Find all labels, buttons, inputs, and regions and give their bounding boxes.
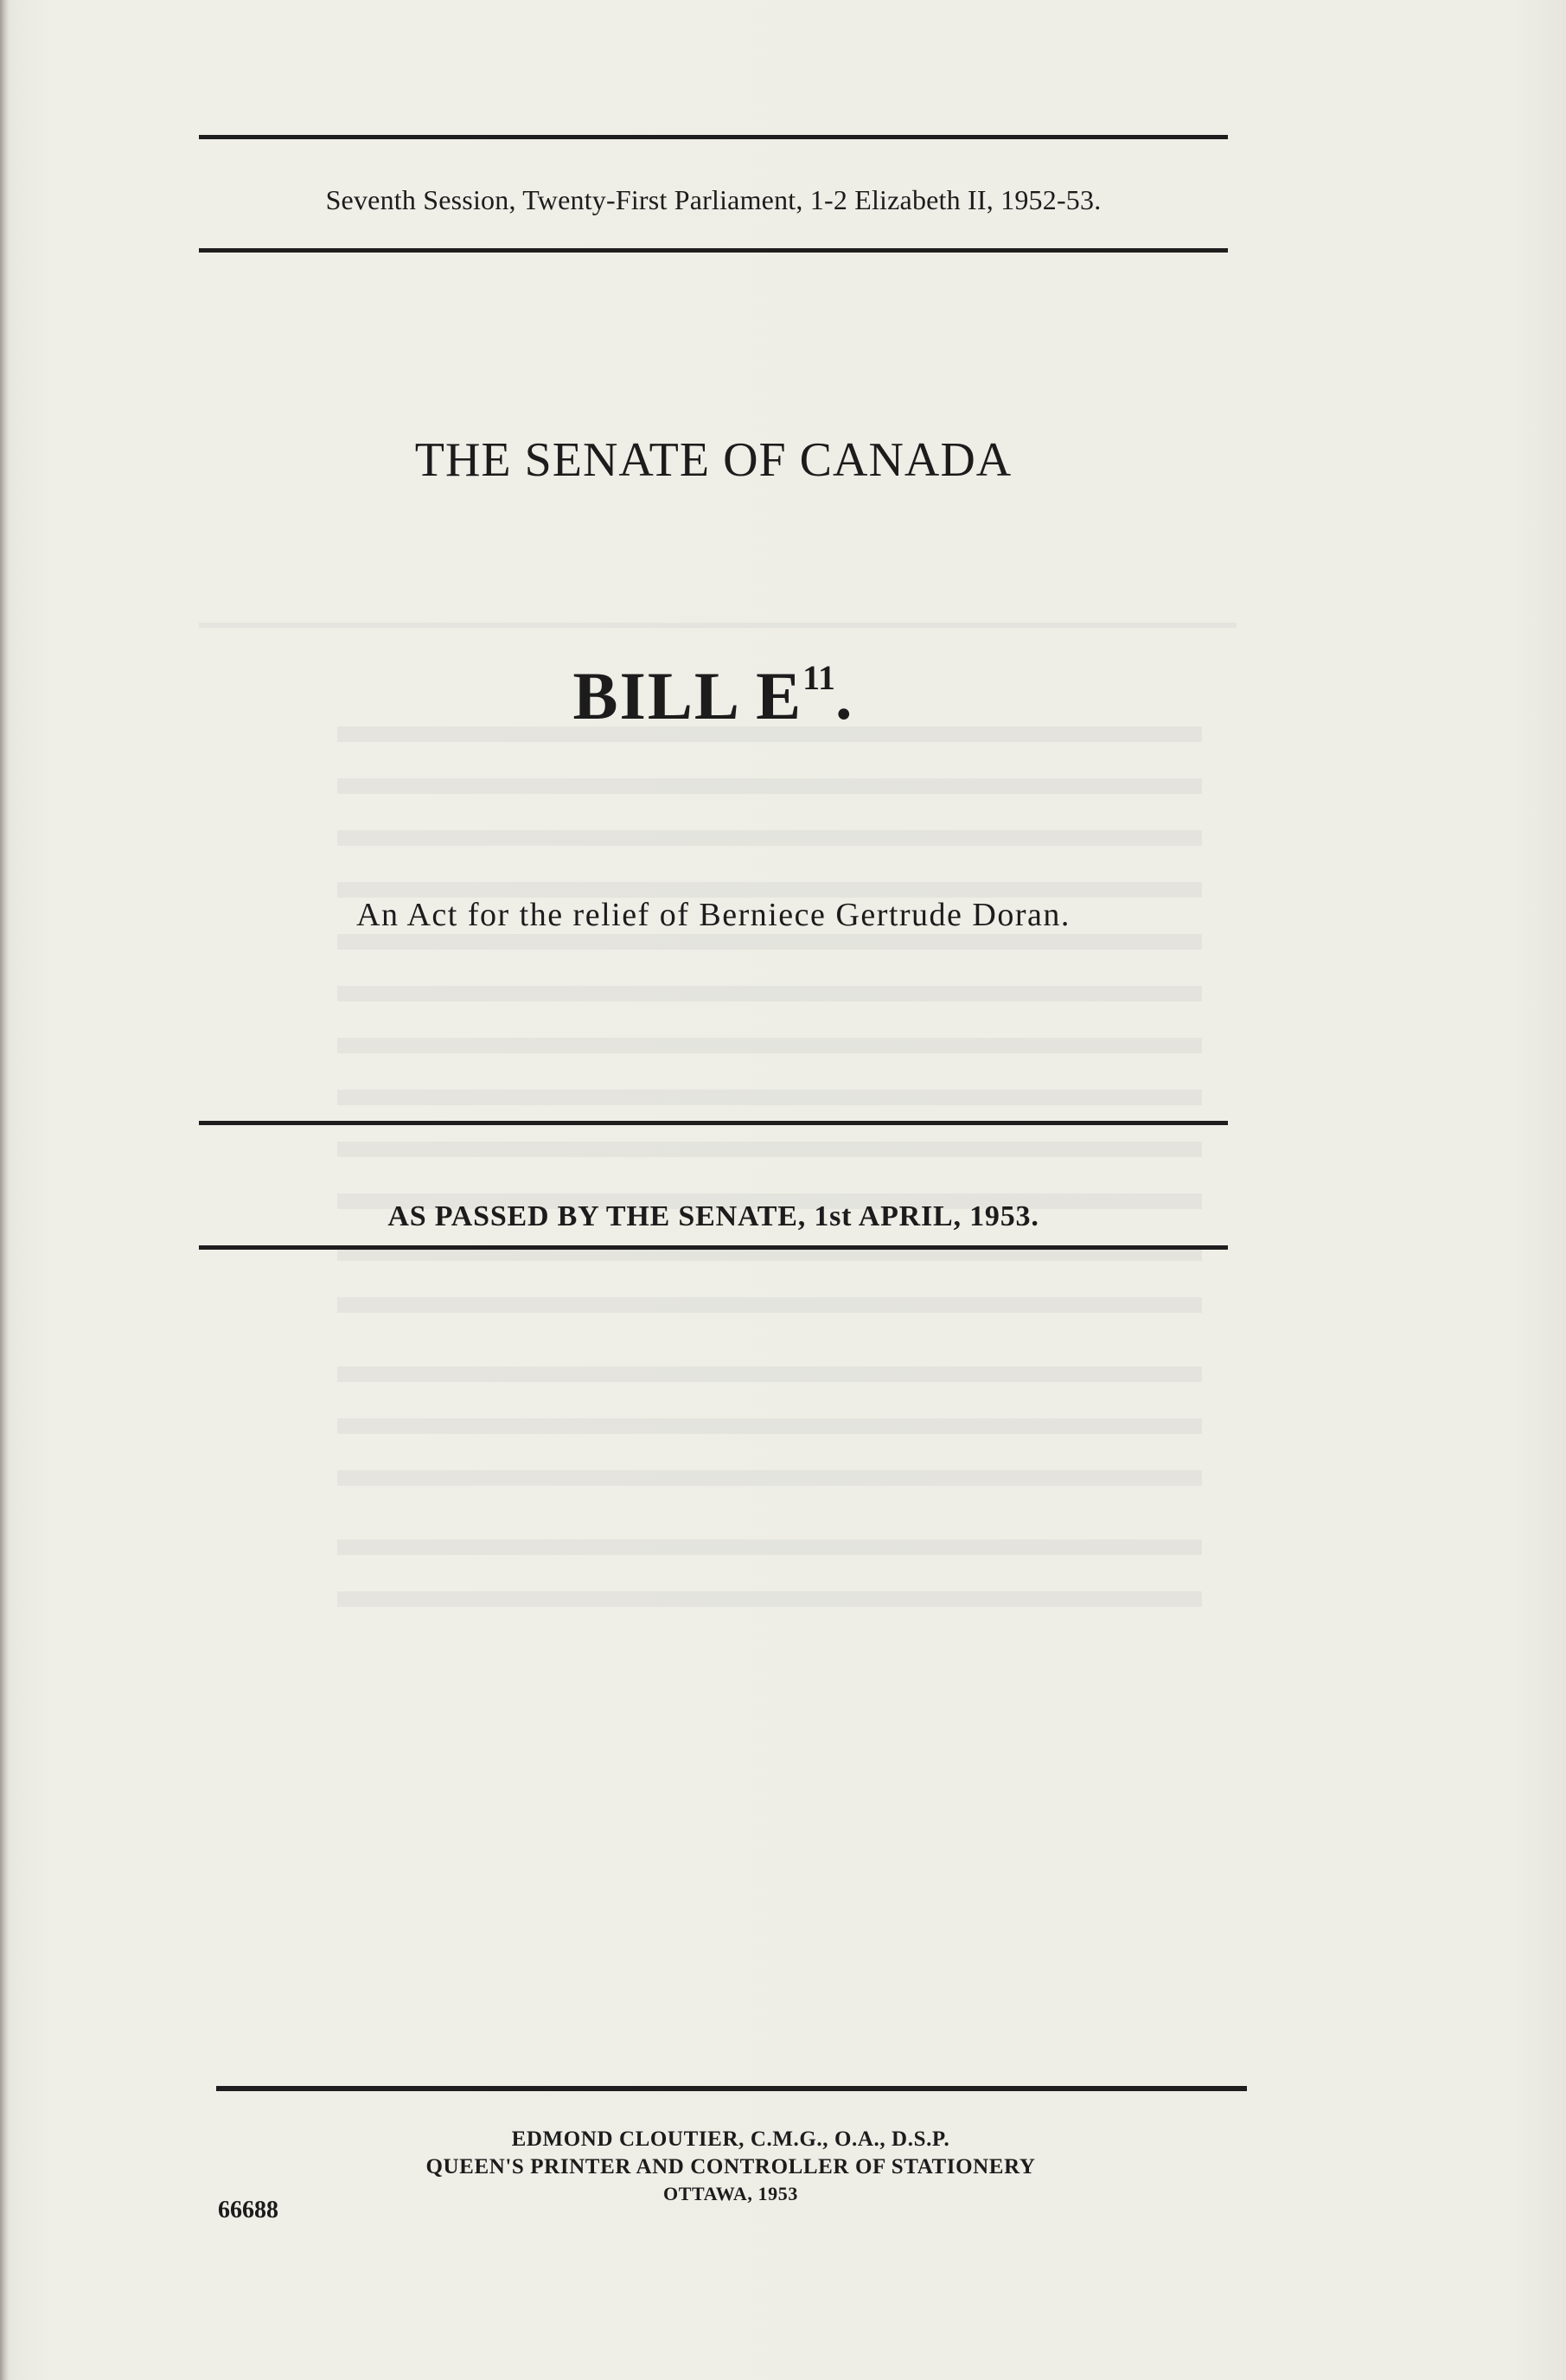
- session-line: Seventh Session, Twenty-First Parliament, 1-2 Elizabeth II, 1952-53.: [325, 184, 1102, 215]
- top-rule: [199, 135, 1228, 139]
- print-job-number: 66688: [218, 2197, 278, 2223]
- passed-bottom-rule: [199, 1245, 1228, 1250]
- imprint-top-rule: [216, 2086, 1247, 2091]
- chamber-title: THE SENATE OF CANADA: [414, 433, 1013, 487]
- bill-label: BILL E: [572, 658, 803, 733]
- act-title: An Act for the relief of Berniece Gertrude Doran.: [356, 897, 1071, 933]
- bill-superscript: 11: [802, 658, 835, 697]
- passage-status: AS PASSED BY THE SENATE, 1st APRIL, 1953.: [387, 1200, 1039, 1232]
- printer-place-year: OTTAWA, 1953: [663, 2183, 798, 2204]
- bill-period: .: [834, 658, 854, 733]
- binding-shadow: [0, 0, 9, 2380]
- session-bottom-rule: [199, 248, 1228, 253]
- printer-title: QUEEN'S PRINTER AND CONTROLLER OF STATIONERY: [425, 2155, 1036, 2178]
- printer-name: EDMOND CLOUTIER, C.M.G., O.A., D.S.P.: [511, 2127, 950, 2151]
- passed-top-rule: [199, 1121, 1228, 1125]
- bill-number: [199, 657, 1228, 735]
